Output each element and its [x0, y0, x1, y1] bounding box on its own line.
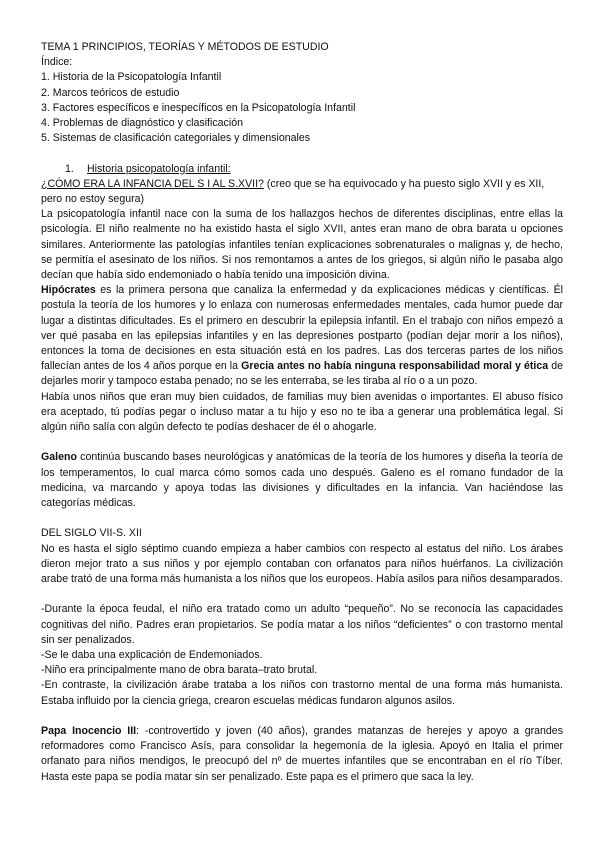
- spacer: [41, 587, 563, 602]
- index-label: Índice:: [41, 56, 73, 69]
- hipocrates-name: Hipócrates: [41, 284, 96, 297]
- question-text: ¿CÓMO ERA LA INFANCIA DEL S I AL S.XVII?: [41, 177, 264, 190]
- index-item-2: 2. Marcos teóricos de estudio: [41, 86, 180, 99]
- spacer: [41, 435, 563, 450]
- galeno-text: continúa buscando bases neurológicas y anatómicas de la teoría de los humores y diseña la teoría de los temperamentos, lo cual marca cómo somos cada uno después. Galeno es el romano fundador de la medicina, va marcando y apoya todas las divisiones y dificultades en la infancia. Van haciéndose las categorías médicas.: [41, 451, 563, 510]
- section-2-heading: DEL SIGLO VII-S. XII: [41, 527, 142, 540]
- spacer: [41, 511, 563, 526]
- papa-text: : -controvertido y joven (40 años), grandes matanzas de herejes y apoyo a grandes reformadores como Francisco Asís, para consolidar la hegemonía de la iglesia. Apoyó en Italia el primer orfanato para niños mendigos, le preocupó del nº de muertes infantiles que se encontraban en el río Tíber. Hasta este papa se podía matar sin ser penalizado. Este papa es el primero que saca la ley.: [41, 725, 563, 783]
- index-item-5: 5. Sistemas de clasificación categoriales y dimensionales: [41, 132, 311, 145]
- index-item-3: 3. Factores específicos e inespecíficos en la Psicopatología Infantil: [41, 101, 356, 114]
- galeno-name: Galeno: [41, 451, 77, 464]
- section-1-question: [41, 177, 563, 207]
- paragraph-mano-de-obra: -Niño era principalmente mano de obra barata–trato brutal.: [41, 664, 318, 677]
- index-item-1: 1. Historia de la Psicopatología Infantil: [41, 71, 222, 84]
- paragraph-civilizacion-arabe: -En contraste, la civilización árabe trataba a los niños con trastorno mental de una forma más humanista. Estaba influido por la ciencia griega, crearon escuelas médicas fundaron algunos asilos.: [41, 679, 563, 707]
- paragraph-ninos-cuidados: Había unos niños que eran muy bien cuidados, de familias muy bien avenidas o importantes. El abuso físico era aceptado, tú podías pegar o incluso matar a tu hijo y eso no te iba a generar una problemática legal. Si algún niño salía con algún defecto te podías deshacer de él o ahogarle.: [41, 390, 563, 434]
- document-page: [41, 40, 563, 785]
- spacer: [41, 146, 563, 161]
- paragraph-siglo-septimo: No es hasta el siglo séptimo cuando empieza a haber cambios con respecto al estatus del niño. Los árabes dieron mejor trato a sus niños y por ejemplo contaban con orfanatos para niños huérfanos. La civilización arabe trató de una forma más humanista a los niños que los europeos. Había asilos para niños desamparados.: [41, 542, 563, 586]
- section-1-title: Historia psicopatología infantil:: [87, 162, 231, 175]
- question-note: (creo que se ha equivocado y ha puesto siglo XVII y es XII, pero no estoy segura): [41, 177, 545, 206]
- paragraph-galeno: [41, 450, 563, 511]
- section-1-heading: [41, 162, 563, 177]
- paragraph-epoca-feudal: -Durante la época feudal, el niño era tratado como un adulto “pequeño”. No se reconocía las capacidades cognitivas del niño. Padres eran propietarios. Se podía matar a los niños “deficientes” o con trastorno mental sin ser penalizados.: [41, 603, 563, 646]
- paragraph-hipocrates: [41, 283, 563, 389]
- spacer: [41, 709, 563, 724]
- grecia-emphasis: Grecia antes no había ninguna responsabilidad moral y ética: [241, 360, 549, 373]
- hipocrates-text-a: es la primera persona que canaliza la enfermedad y da explicaciones médicas y científicas. Él postula la teoría de los humores y lo enlaza con numerosas enfermedades mentales, cada humor puede dar lugar a distintas dificultades. Es el primero en descubrir la epilepsia infantil. En el trabajo con niños empezó a ver qué pasaba en las epilepsias infantiles y en las depresiones postparto (podían dejar morir a los niños), entonces la toma de decisiones en esta situación está en los padres. Las dos terceras partes de los niños fallecían antes de los 4 años porque en la: [41, 284, 563, 373]
- index-item-4: 4. Problemas de diagnóstico y clasificación: [41, 117, 243, 130]
- section-1-number: 1.: [65, 162, 74, 175]
- paragraph-endemoniados: -Se le daba una explicación de Endemoniados.: [41, 649, 263, 662]
- page-title: TEMA 1 PRINCIPIOS, TEORÍAS Y MÉTODOS DE ESTUDIO: [41, 41, 329, 53]
- hipocrates-text-b: de dejarles morir y tampoco estaba penado; no se les enterraba, se les tiraba al río o a un pozo.: [41, 360, 563, 388]
- paragraph-papa-inocencio: [41, 724, 563, 785]
- papa-name: Papa Inocencio III: [41, 725, 137, 738]
- paragraph-psicopatologia: La psicopatología infantil nace con la suma de los hallazgos hechos de diferentes disciplinas, entre ellas la psicología. El niño realmente no ha existido hasta el siglo XVII, antes eran mano de obra barata u opciones similares. Anteriormente las patologías infantiles tenían explicaciones sobrenaturales o malignas y, de hecho, se permitía el asesinato de los niños. Si nos remontamos a antes de los griegos, si algún niño le pasaba algo decían que había sido endemoniado o había tenido una imposición divina.: [41, 208, 563, 282]
